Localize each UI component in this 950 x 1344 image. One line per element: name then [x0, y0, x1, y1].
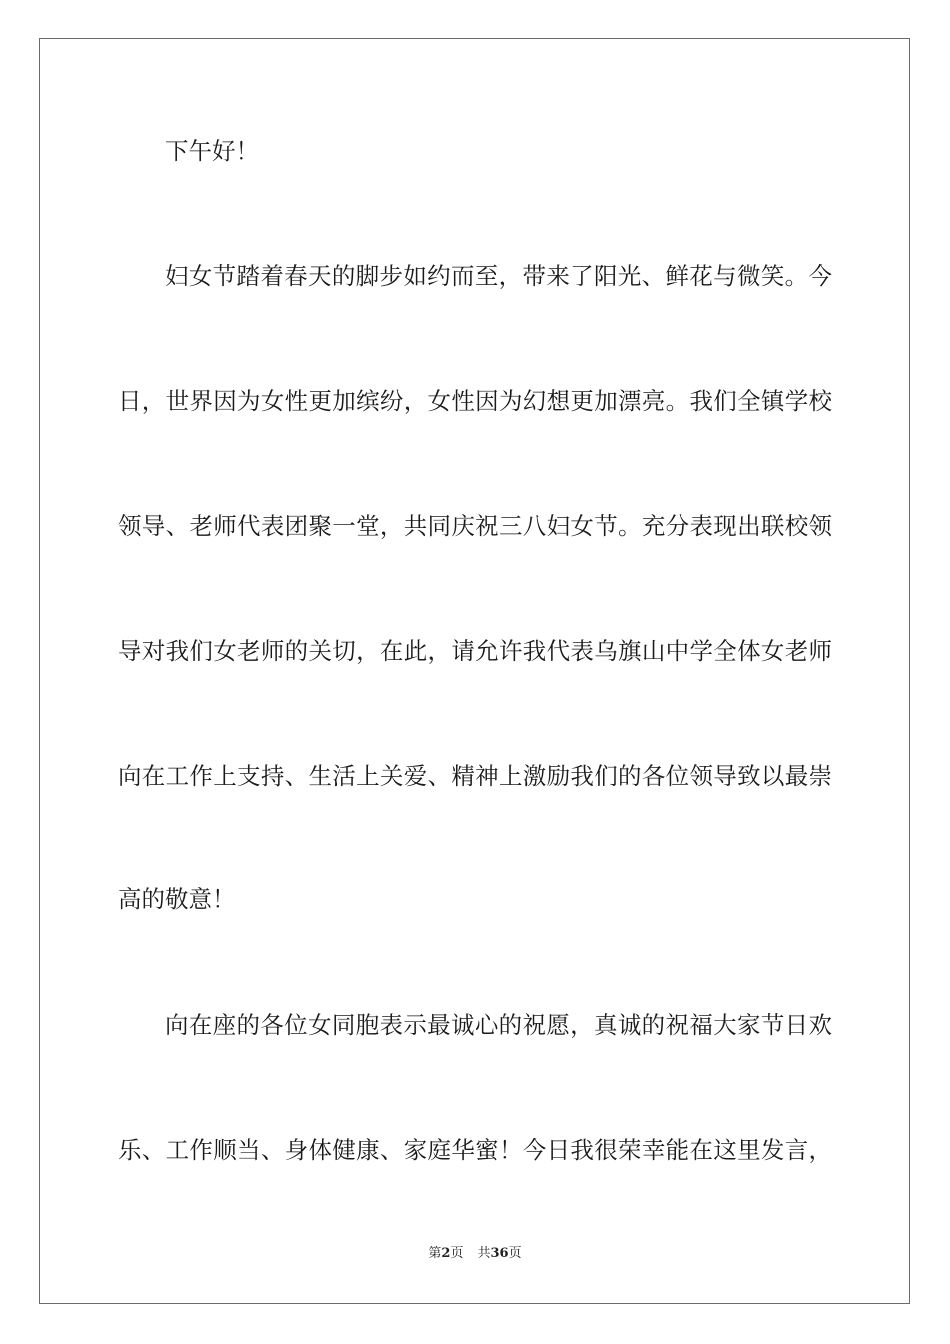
- paragraph-1-line-5: 向在工作上支持、生活上关爱、精神上激励我们的各位领导致以最崇: [118, 762, 832, 790]
- paragraph-1-line-4: 导对我们女老师的关切，在此，请允许我代表乌旗山中学全体女老师: [118, 637, 832, 665]
- paragraph-2-line-1: 向在座的各位女同胞表示最诚心的祝愿，真诚的祝福大家节日欢: [165, 1011, 832, 1039]
- page-suffix: 页: [450, 1246, 464, 1261]
- page-prefix: 第: [428, 1246, 442, 1261]
- current-page-number: 2: [441, 1246, 451, 1261]
- paragraph-1-line-1: 妇女节踏着春天的脚步如约而至，带来了阳光、鲜花与微笑。今: [165, 262, 832, 290]
- total-page-count: 36: [490, 1246, 509, 1261]
- total-prefix: 共: [477, 1246, 491, 1261]
- page-footer: [0, 1245, 950, 1263]
- paragraph-2-line-2: 乐、工作顺当、身体健康、家庭华蜜！今日我很荣幸能在这里发言，: [118, 1136, 832, 1164]
- total-suffix: 页: [508, 1246, 522, 1261]
- paragraph-1-line-3: 领导、老师代表团聚一堂，共同庆祝三八妇女节。充分表现出联校领: [118, 512, 832, 540]
- paragraph-1-line-6: 高的敬意！: [118, 885, 236, 913]
- greeting-line: 下午好！: [165, 137, 259, 165]
- paragraph-1-line-2: 日，世界因为女性更加缤纷，女性因为幻想更加漂亮。我们全镇学校: [118, 387, 832, 415]
- page-border: [39, 38, 910, 1304]
